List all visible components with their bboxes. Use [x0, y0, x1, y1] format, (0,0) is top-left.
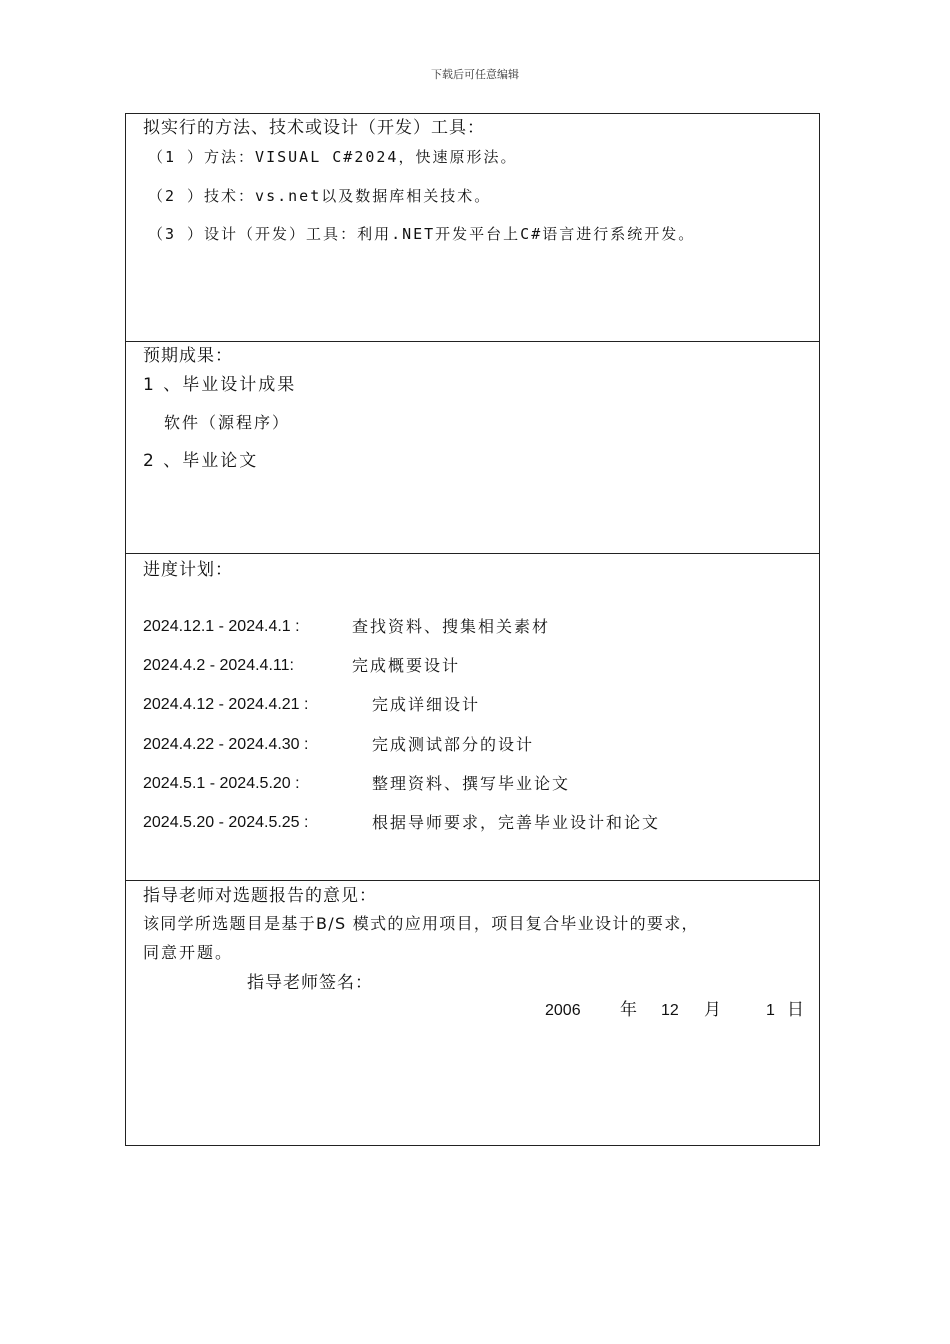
date-month-unit: 月 — [704, 1000, 723, 1020]
schedule-row-1-dates: 2024.12.1 - 2024.4.1 : — [143, 618, 300, 635]
advisor-opinion-line-2: 同意开题。 — [143, 943, 234, 962]
proposal-form-table — [125, 113, 820, 1146]
date-year-unit: 年 — [620, 1000, 639, 1020]
results-heading: 预期成果： — [143, 346, 233, 366]
methods-item-3: （3 ）设计（开发）工具：利用.NET开发平台上C#语言进行系统开发。 — [148, 225, 696, 243]
date-day: 1 — [766, 1002, 775, 1019]
schedule-row-4-dates: 2024.4.22 - 2024.4.30 : — [143, 736, 309, 753]
advisor-heading: 指导老师对选题报告的意见： — [143, 886, 377, 906]
methods-item-1: （1 ）方法：VISUAL C#2024，快速原形法。 — [148, 148, 518, 166]
schedule-row-3-dates: 2024.4.12 - 2024.4.21 : — [143, 696, 309, 713]
date-day-unit: 日 — [787, 1000, 806, 1020]
date-month: 12 — [661, 1002, 679, 1019]
methods-heading: 拟实行的方法、技术或设计（开发）工具： — [143, 118, 485, 138]
schedule-row-5-task: 整理资料、撰写毕业论文 — [372, 774, 571, 793]
results-item-1: 1 、毕业设计成果 — [143, 375, 297, 395]
schedule-heading: 进度计划： — [143, 560, 233, 580]
results-item-2: 2 、毕业论文 — [143, 451, 259, 471]
schedule-row-6-dates: 2024.5.20 - 2024.5.25 : — [143, 814, 309, 831]
schedule-row-5-dates: 2024.5.1 - 2024.5.20 : — [143, 775, 300, 792]
date-year: 2006 — [545, 1002, 581, 1019]
header-note: 下载后可任意编辑 — [431, 68, 519, 81]
results-section — [126, 342, 819, 554]
schedule-row-3-task: 完成详细设计 — [372, 695, 481, 714]
results-item-1-sub: 软件（源程序） — [164, 413, 291, 432]
schedule-row-6-task: 根据导师要求，完善毕业设计和论文 — [372, 813, 661, 832]
advisor-section — [126, 881, 819, 1147]
schedule-row-1-task: 查找资料、搜集相关素材 — [352, 617, 551, 636]
methods-section — [126, 114, 819, 342]
advisor-signature-label: 指导老师签名： — [247, 973, 373, 993]
schedule-row-4-task: 完成测试部分的设计 — [372, 735, 535, 754]
schedule-row-2-dates: 2024.4.2 - 2024.4.11: — [143, 657, 294, 674]
schedule-section — [126, 554, 819, 881]
methods-item-2: （2 ）技术：vs.net以及数据库相关技术。 — [148, 187, 492, 205]
advisor-opinion-line-1: 该同学所选题目是基于B/S 模式的应用项目，项目复合毕业设计的要求， — [143, 914, 699, 933]
schedule-row-2-task: 完成概要设计 — [352, 656, 461, 675]
